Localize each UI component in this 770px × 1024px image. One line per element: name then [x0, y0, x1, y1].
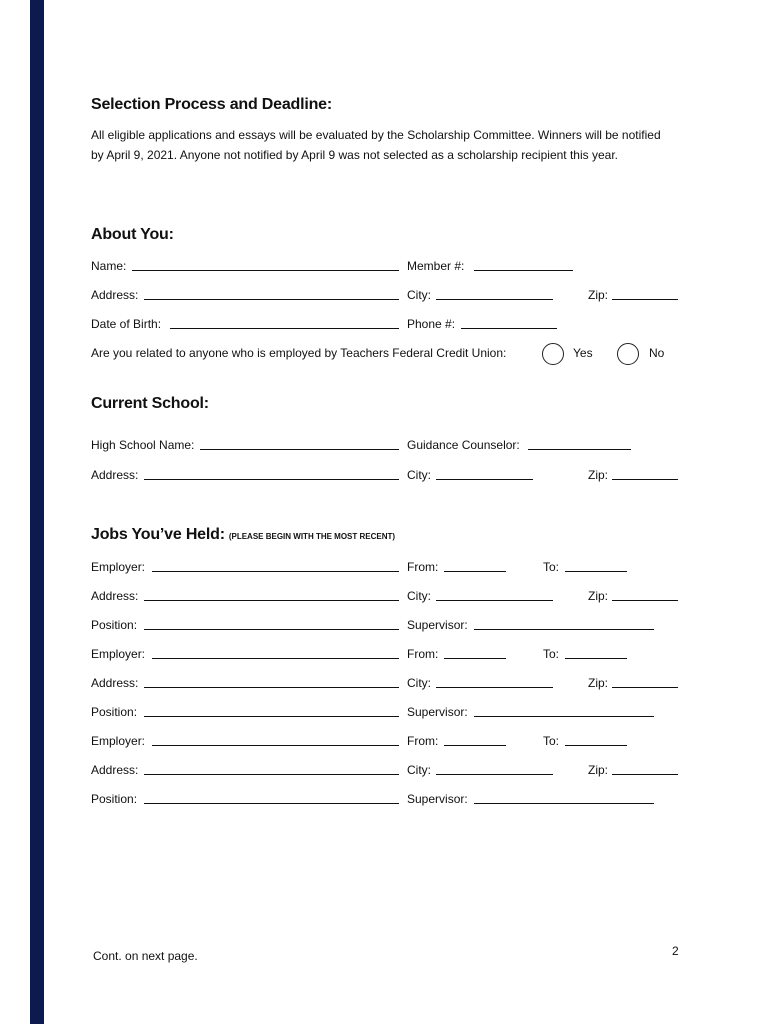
- job3-city-input[interactable]: [436, 774, 553, 775]
- school-counselor-label: Guidance Counselor:: [407, 438, 520, 452]
- related-no-label: No: [649, 346, 665, 360]
- school-address-input[interactable]: [144, 479, 399, 480]
- related-question: Are you related to anyone who is employed by Teachers Federal Credit Union:: [91, 346, 507, 360]
- job3-zip-input[interactable]: [612, 774, 678, 775]
- job3-address-label: Address:: [91, 763, 139, 777]
- about-member-input[interactable]: [474, 270, 573, 271]
- about-dob-label: Date of Birth:: [91, 317, 162, 331]
- job1-city-label: City:: [407, 589, 431, 603]
- about-heading: About You:: [91, 226, 174, 243]
- job3-employer-input[interactable]: [152, 745, 399, 746]
- about-member-label: Member #:: [407, 259, 465, 273]
- school-zip-input[interactable]: [612, 479, 678, 480]
- job2-from-input[interactable]: [444, 658, 506, 659]
- job2-city-input[interactable]: [436, 687, 553, 688]
- about-city-label: City:: [407, 288, 431, 302]
- about-name-label: Name:: [91, 259, 127, 273]
- selection-heading: Selection Process and Deadline:: [91, 96, 332, 113]
- page-sidebar-bar: [30, 0, 44, 1024]
- about-phone-input[interactable]: [461, 328, 557, 329]
- job1-employer-label: Employer:: [91, 560, 146, 574]
- school-counselor-input[interactable]: [528, 449, 631, 450]
- job1-from-label: From:: [407, 560, 439, 574]
- related-no-radio[interactable]: [617, 343, 639, 365]
- job3-employer-label: Employer:: [91, 734, 146, 748]
- jobs-heading-text: Jobs You’ve Held:: [91, 526, 225, 543]
- job3-supervisor-label: Supervisor:: [407, 792, 468, 806]
- job2-employer-label: Employer:: [91, 647, 146, 661]
- jobs-heading: [91, 526, 395, 544]
- school-heading: Current School:: [91, 395, 209, 412]
- about-zip-label: Zip:: [588, 288, 609, 302]
- related-yes-radio[interactable]: [542, 343, 564, 365]
- about-name-input[interactable]: [132, 270, 399, 271]
- job3-from-input[interactable]: [444, 745, 506, 746]
- job1-to-input[interactable]: [565, 571, 627, 572]
- job3-address-input[interactable]: [144, 774, 399, 775]
- job1-supervisor-input[interactable]: [474, 629, 654, 630]
- job2-employer-input[interactable]: [152, 658, 399, 659]
- job3-position-label: Position:: [91, 792, 138, 806]
- job2-to-input[interactable]: [565, 658, 627, 659]
- school-name-input[interactable]: [200, 449, 399, 450]
- job2-address-input[interactable]: [144, 687, 399, 688]
- job2-address-label: Address:: [91, 676, 139, 690]
- job1-from-input[interactable]: [444, 571, 506, 572]
- about-address-label: Address:: [91, 288, 139, 302]
- related-yes-label: Yes: [573, 346, 593, 360]
- job3-position-input[interactable]: [144, 803, 399, 804]
- job2-from-label: From:: [407, 647, 439, 661]
- jobs-subheading: (PLEASE BEGIN WITH THE MOST RECENT): [228, 532, 396, 541]
- job1-city-input[interactable]: [436, 600, 553, 601]
- job1-position-input[interactable]: [144, 629, 399, 630]
- job2-zip-input[interactable]: [612, 687, 678, 688]
- job3-from-label: From:: [407, 734, 439, 748]
- job1-zip-input[interactable]: [612, 600, 678, 601]
- school-zip-label: Zip:: [588, 468, 609, 482]
- job1-address-label: Address:: [91, 589, 139, 603]
- job2-zip-label: Zip:: [588, 676, 609, 690]
- about-dob-input[interactable]: [170, 328, 399, 329]
- page-number: 2: [672, 944, 679, 958]
- continued-note: Cont. on next page.: [93, 949, 198, 963]
- job1-address-input[interactable]: [144, 600, 399, 601]
- job1-to-label: To:: [543, 560, 560, 574]
- job2-position-input[interactable]: [144, 716, 399, 717]
- job3-to-label: To:: [543, 734, 560, 748]
- about-address-input[interactable]: [144, 299, 399, 300]
- job2-supervisor-label: Supervisor:: [407, 705, 468, 719]
- job2-to-label: To:: [543, 647, 560, 661]
- about-zip-input[interactable]: [612, 299, 678, 300]
- job2-position-label: Position:: [91, 705, 138, 719]
- job1-supervisor-label: Supervisor:: [407, 618, 468, 632]
- school-city-label: City:: [407, 468, 431, 482]
- about-city-input[interactable]: [436, 299, 553, 300]
- job3-zip-label: Zip:: [588, 763, 609, 777]
- job1-zip-label: Zip:: [588, 589, 609, 603]
- about-phone-label: Phone #:: [407, 317, 456, 331]
- school-city-input[interactable]: [436, 479, 533, 480]
- job1-position-label: Position:: [91, 618, 138, 632]
- selection-paragraph: All eligible applications and essays will be evaluated by the Scholarship Committee. Winners will be notified by April 9, 2021. Anyone not notified by April 9 was not selected as a scholarship recipient this year.: [91, 128, 661, 162]
- school-address-label: Address:: [91, 468, 139, 482]
- job1-employer-input[interactable]: [152, 571, 399, 572]
- job2-city-label: City:: [407, 676, 431, 690]
- job3-city-label: City:: [407, 763, 431, 777]
- school-name-label: High School Name:: [91, 438, 195, 452]
- job3-supervisor-input[interactable]: [474, 803, 654, 804]
- job2-supervisor-input[interactable]: [474, 716, 654, 717]
- job3-to-input[interactable]: [565, 745, 627, 746]
